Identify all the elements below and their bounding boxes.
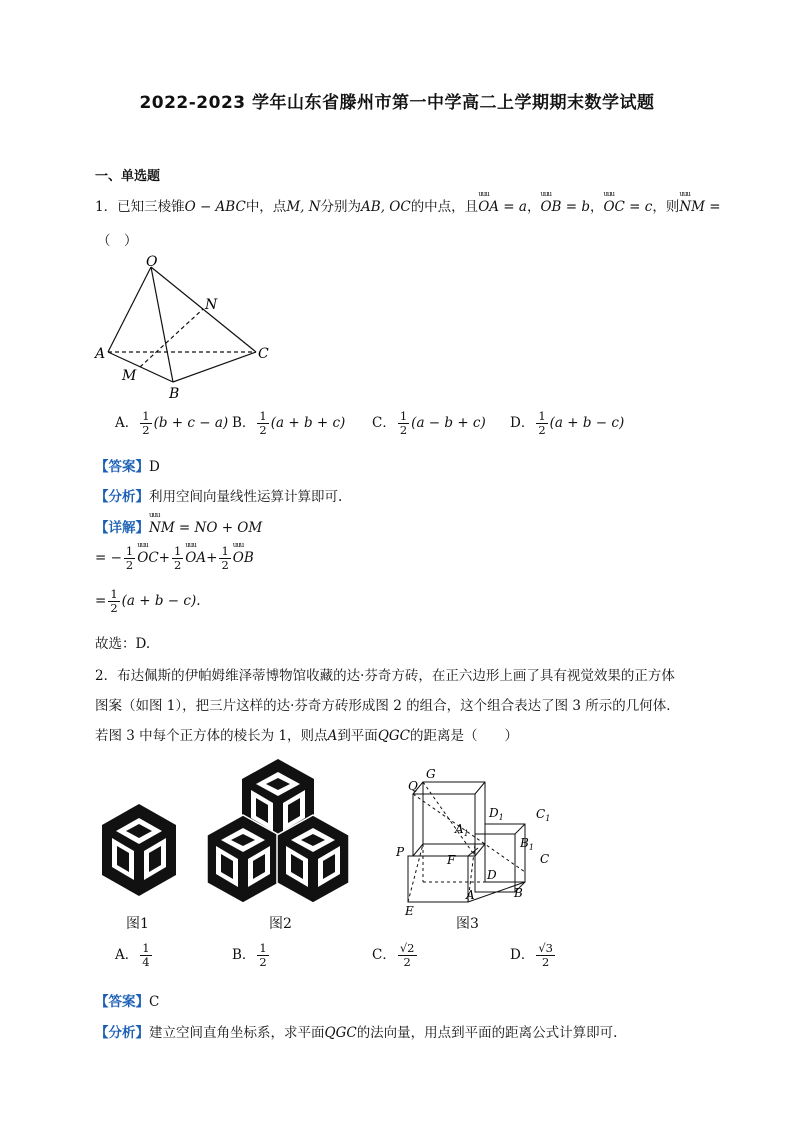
label-c1: $C_1$ (536, 807, 551, 823)
option-letter: B． (232, 415, 256, 431)
vector-ob-term: uuu OB (233, 550, 254, 566)
fraction: $\frac{√2}{2}$ (399, 941, 415, 969)
option-b[interactable] (232, 942, 271, 969)
top-cube-back (423, 782, 485, 844)
fraction: $\frac{1}{2}$ (538, 409, 546, 437)
vector-oa: uuu OA = a (478, 199, 527, 215)
option-letter: C． (372, 415, 396, 431)
figure-2-combined-tiles (203, 757, 363, 907)
fraction: $\frac{1}{2}$ (259, 941, 267, 969)
option-letter: D． (510, 415, 535, 431)
q1-detail (95, 516, 262, 536)
option-letter: D． (510, 947, 535, 963)
figure-1-cube-tile (98, 800, 180, 900)
label-g: G (426, 767, 436, 781)
plus-sign: + (206, 550, 218, 566)
q2-text: 的距离是（ ） (410, 728, 518, 744)
q1-stem-part: ，则 (652, 199, 680, 215)
q2-answer (95, 990, 159, 1010)
option-c[interactable] (372, 942, 419, 969)
option-letter: C． (372, 947, 396, 963)
eq-prefix: = − (95, 550, 122, 566)
q1-stem-math: AB, OC (361, 199, 411, 215)
analysis-math: QGC (324, 1025, 357, 1041)
q2-math: A (327, 728, 338, 744)
option-a[interactable] (115, 410, 228, 437)
tetrahedron-figure (88, 252, 288, 402)
label-d: D (487, 868, 497, 882)
caption-figure-1: 图1 (126, 916, 149, 932)
option-expression: (a + b − c) (549, 415, 625, 431)
option-expression: (a + b + c) (270, 415, 346, 431)
q1-stem-math: M, N (286, 199, 321, 215)
vector-nm: uuu NM = (679, 199, 720, 215)
fraction: $\frac{1}{2}$ (125, 544, 134, 572)
label-b1: $B_1$ (520, 836, 534, 852)
label-c: C (258, 346, 269, 362)
q1-detail-line3 (95, 588, 201, 615)
fraction: $\frac{1}{2}$ (399, 409, 408, 437)
option-letter: A． (115, 947, 139, 963)
option-c[interactable] (372, 410, 486, 437)
answer-tag: 【答案】 (95, 459, 149, 475)
answer-paren: （ ） (97, 233, 138, 249)
fraction: $\frac{1}{2}$ (142, 409, 150, 437)
fraction: $\frac{√3}{2}$ (538, 941, 553, 969)
q1-stem-part: 分别为 (320, 199, 362, 215)
q2-line3 (95, 724, 518, 744)
separator: ， (526, 199, 541, 215)
q2-line2: 图案（如图 1），把三片这样的达·芬奇方砖形成图 2 的组合，这个组合表达了图 3 所示的几何体． (95, 698, 680, 714)
label-a: A (466, 888, 475, 902)
detail-tag: 【详解】 (95, 520, 149, 536)
eq-prefix: = (95, 593, 107, 609)
figure-3-solid (388, 752, 563, 922)
edge-ob (151, 267, 173, 382)
vector-oa-term: uuu OA (185, 550, 206, 566)
answer-value: C (149, 994, 160, 1010)
q1-stem-part: 1．已知三棱锥 (95, 199, 185, 215)
option-a[interactable] (115, 942, 154, 969)
label-m: M (122, 368, 137, 384)
analysis-text: 利用空间向量线性运算计算即可. (149, 489, 343, 505)
answer-tag: 【答案】 (95, 994, 149, 1010)
q1-stem-math: O − ABC (184, 199, 246, 215)
fraction: $\frac{1}{4}$ (142, 941, 150, 969)
page-title: 2022-2023 学年山东省滕州市第一中学高二上学期期末数学试题 (139, 93, 655, 113)
label-q: Q (408, 779, 418, 793)
q2-line1: 2．布达佩斯的伊帕姆维泽蒂博物馆收藏的达·芬奇方砖，在正六边形上画了具有视觉效果的正方体 (95, 668, 675, 684)
result-expression: (a + b − c). (121, 593, 201, 609)
label-p: P (396, 845, 405, 859)
fraction: $\frac{1}{2}$ (110, 587, 118, 615)
analysis-tag: 【分析】 (95, 1025, 149, 1041)
caption-figure-2: 图2 (269, 916, 292, 932)
separator: ， (589, 199, 604, 215)
vector-ob: uuu OB = b (540, 199, 590, 215)
option-d[interactable] (510, 942, 557, 969)
q1-stem-part: 的中点，且 (410, 199, 479, 215)
q2-math: QGC (377, 728, 410, 744)
q1-conclusion: 故选：D. (95, 636, 151, 652)
tile-bottom-left (207, 815, 279, 903)
q2-analysis (95, 1021, 617, 1041)
label-d1: $D_1$ (489, 806, 504, 822)
caption-figure-3: 图3 (456, 916, 479, 932)
analysis-text: 的法向量，用点到平面的距离公式计算即可. (356, 1025, 618, 1041)
label-b: B (514, 886, 523, 900)
label-f: F (447, 853, 456, 867)
fraction: $\frac{1}{2}$ (173, 544, 182, 572)
q1-stem-part: 中，点 (245, 199, 287, 215)
q1-answer (95, 455, 160, 475)
answer-value: D (149, 459, 160, 475)
section-heading: 一、单选题 (95, 169, 161, 184)
label-c: C (540, 852, 550, 866)
option-b[interactable] (232, 410, 345, 437)
edge-oa (108, 267, 151, 352)
vector-oc: uuu OC = c (603, 199, 652, 215)
segment-mn (140, 309, 203, 367)
label-b: B (169, 386, 180, 402)
detail-equation: uuu NM = NO + OM (149, 520, 262, 536)
label-e: E (405, 904, 414, 918)
q1-analysis (95, 485, 342, 505)
tile-bottom-right (277, 815, 349, 903)
option-letter: B． (232, 947, 256, 963)
plus-sign: + (158, 550, 170, 566)
top-cube-front (413, 794, 475, 856)
fraction: $\frac{1}{2}$ (221, 544, 229, 572)
analysis-tag: 【分析】 (95, 489, 149, 505)
option-d[interactable] (510, 410, 624, 437)
q1-detail-line2 (95, 545, 254, 572)
edge-oc (151, 267, 256, 352)
label-a1: $A_1$ (455, 822, 469, 838)
q1-stem (95, 195, 721, 215)
option-expression: (b + c − a) (153, 415, 229, 431)
fraction: $\frac{1}{2}$ (259, 409, 267, 437)
label-n: N (205, 297, 218, 313)
label-a: A (95, 346, 106, 362)
edge-bc (173, 352, 256, 382)
vector-oc-term: uuu OC (137, 550, 158, 566)
option-letter: A． (115, 415, 139, 431)
label-o: O (146, 254, 158, 270)
analysis-text: 建立空间直角坐标系，求平面 (149, 1025, 325, 1041)
option-expression: (a − b + c) (411, 415, 486, 431)
q2-text: 到平面 (337, 728, 378, 744)
q2-text: 若图 3 中每个正方体的棱长为 1，则点 (95, 728, 328, 744)
